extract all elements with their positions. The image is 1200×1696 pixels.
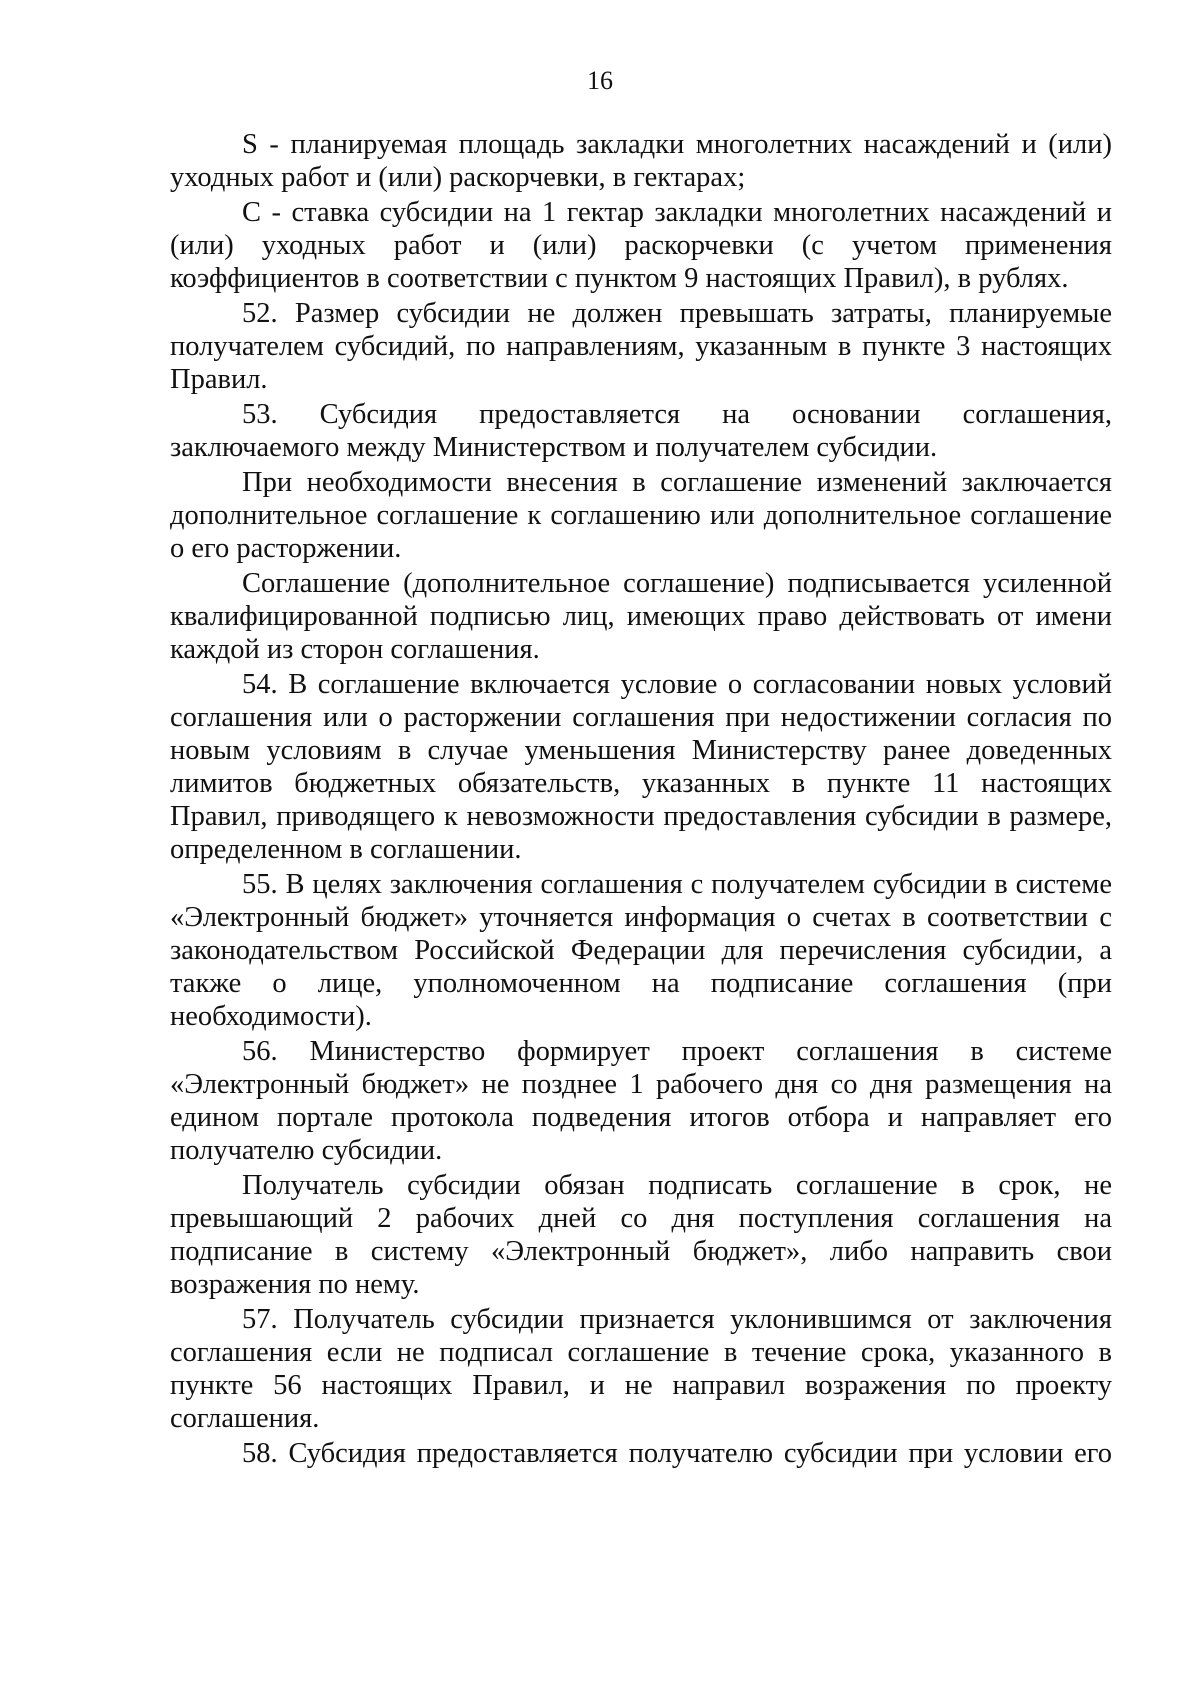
- paragraph-53-signature: Соглашение (дополнительное соглашение) подписывается усиленной квалифицированной подписью лиц, имеющих право действовать от имени каждой из сторон соглашения.: [170, 568, 1112, 665]
- paragraph-s-definition: S - планируемая площадь закладки многолетних насаждений и (или) уходных работ и (или) раскорчевки, в гектарах;: [170, 129, 1112, 193]
- paragraph-56: 56. Министерство формирует проект соглашения в системе «Электронный бюджет» не позднее 1 рабочего дня со дня размещения на едином портале протокола подведения итогов отбора и направляет его получателю субсидии.: [170, 1036, 1112, 1166]
- paragraph-56-recipient: Получатель субсидии обязан подписать соглашение в срок, не превышающий 2 рабочих дней со дня поступления соглашения на подписание в систему «Электронный бюджет», либо направить свои возражения по нему.: [170, 1170, 1112, 1300]
- paragraph-55: 55. В целях заключения соглашения с получателем субсидии в системе «Электронный бюджет» уточняется информация о счетах в соответствии с законодательством Российской Федерации для перечисления субсидии, а также о лице, уполномоченном на подписание соглашения (при необходимости).: [170, 869, 1112, 1032]
- paragraph-57: 57. Получатель субсидии признается уклонившимся от заключения соглашения если не подписал соглашение в течение срока, указанного в пункте 56 настоящих Правил, и не направил возражения по проекту соглашения.: [170, 1304, 1112, 1434]
- document-body: [170, 128, 1112, 1472]
- paragraph-52: 52. Размер субсидии не должен превышать затраты, планируемые получателем субсидий, по направлениям, указанным в пункте 3 настоящих Правил.: [170, 298, 1112, 395]
- paragraph-54: 54. В соглашение включается условие о согласовании новых условий соглашения или о расторжении соглашения при недостижении согласия по новым условиям в случае уменьшения Министерству ранее доведенных лимитов бюджетных обязательств, указанных в пункте 11 настоящих Правил, приводящего к невозможности предоставления субсидии в размере, определенном в соглашении.: [170, 669, 1112, 865]
- page-number: 16: [587, 66, 613, 95]
- paragraph-c-definition: С - ставка субсидии на 1 гектар закладки многолетних насаждений и (или) уходных работ и (или) раскорчевки (с учетом применения коэффициентов в соответствии с пунктом 9 настоящих Правил), в рублях.: [170, 197, 1112, 294]
- paragraph-58: 58. Субсидия предоставляется получателю субсидии при условии его: [242, 1438, 1112, 1469]
- paragraph-53: 53. Субсидия предоставляется на основании соглашения, заключаемого между Министерством и получателем субсидии.: [170, 399, 1112, 463]
- paragraph-53-amendments: При необходимости внесения в соглашение изменений заключается дополнительное соглашение к соглашению или дополнительное соглашение о его расторжении.: [170, 467, 1112, 564]
